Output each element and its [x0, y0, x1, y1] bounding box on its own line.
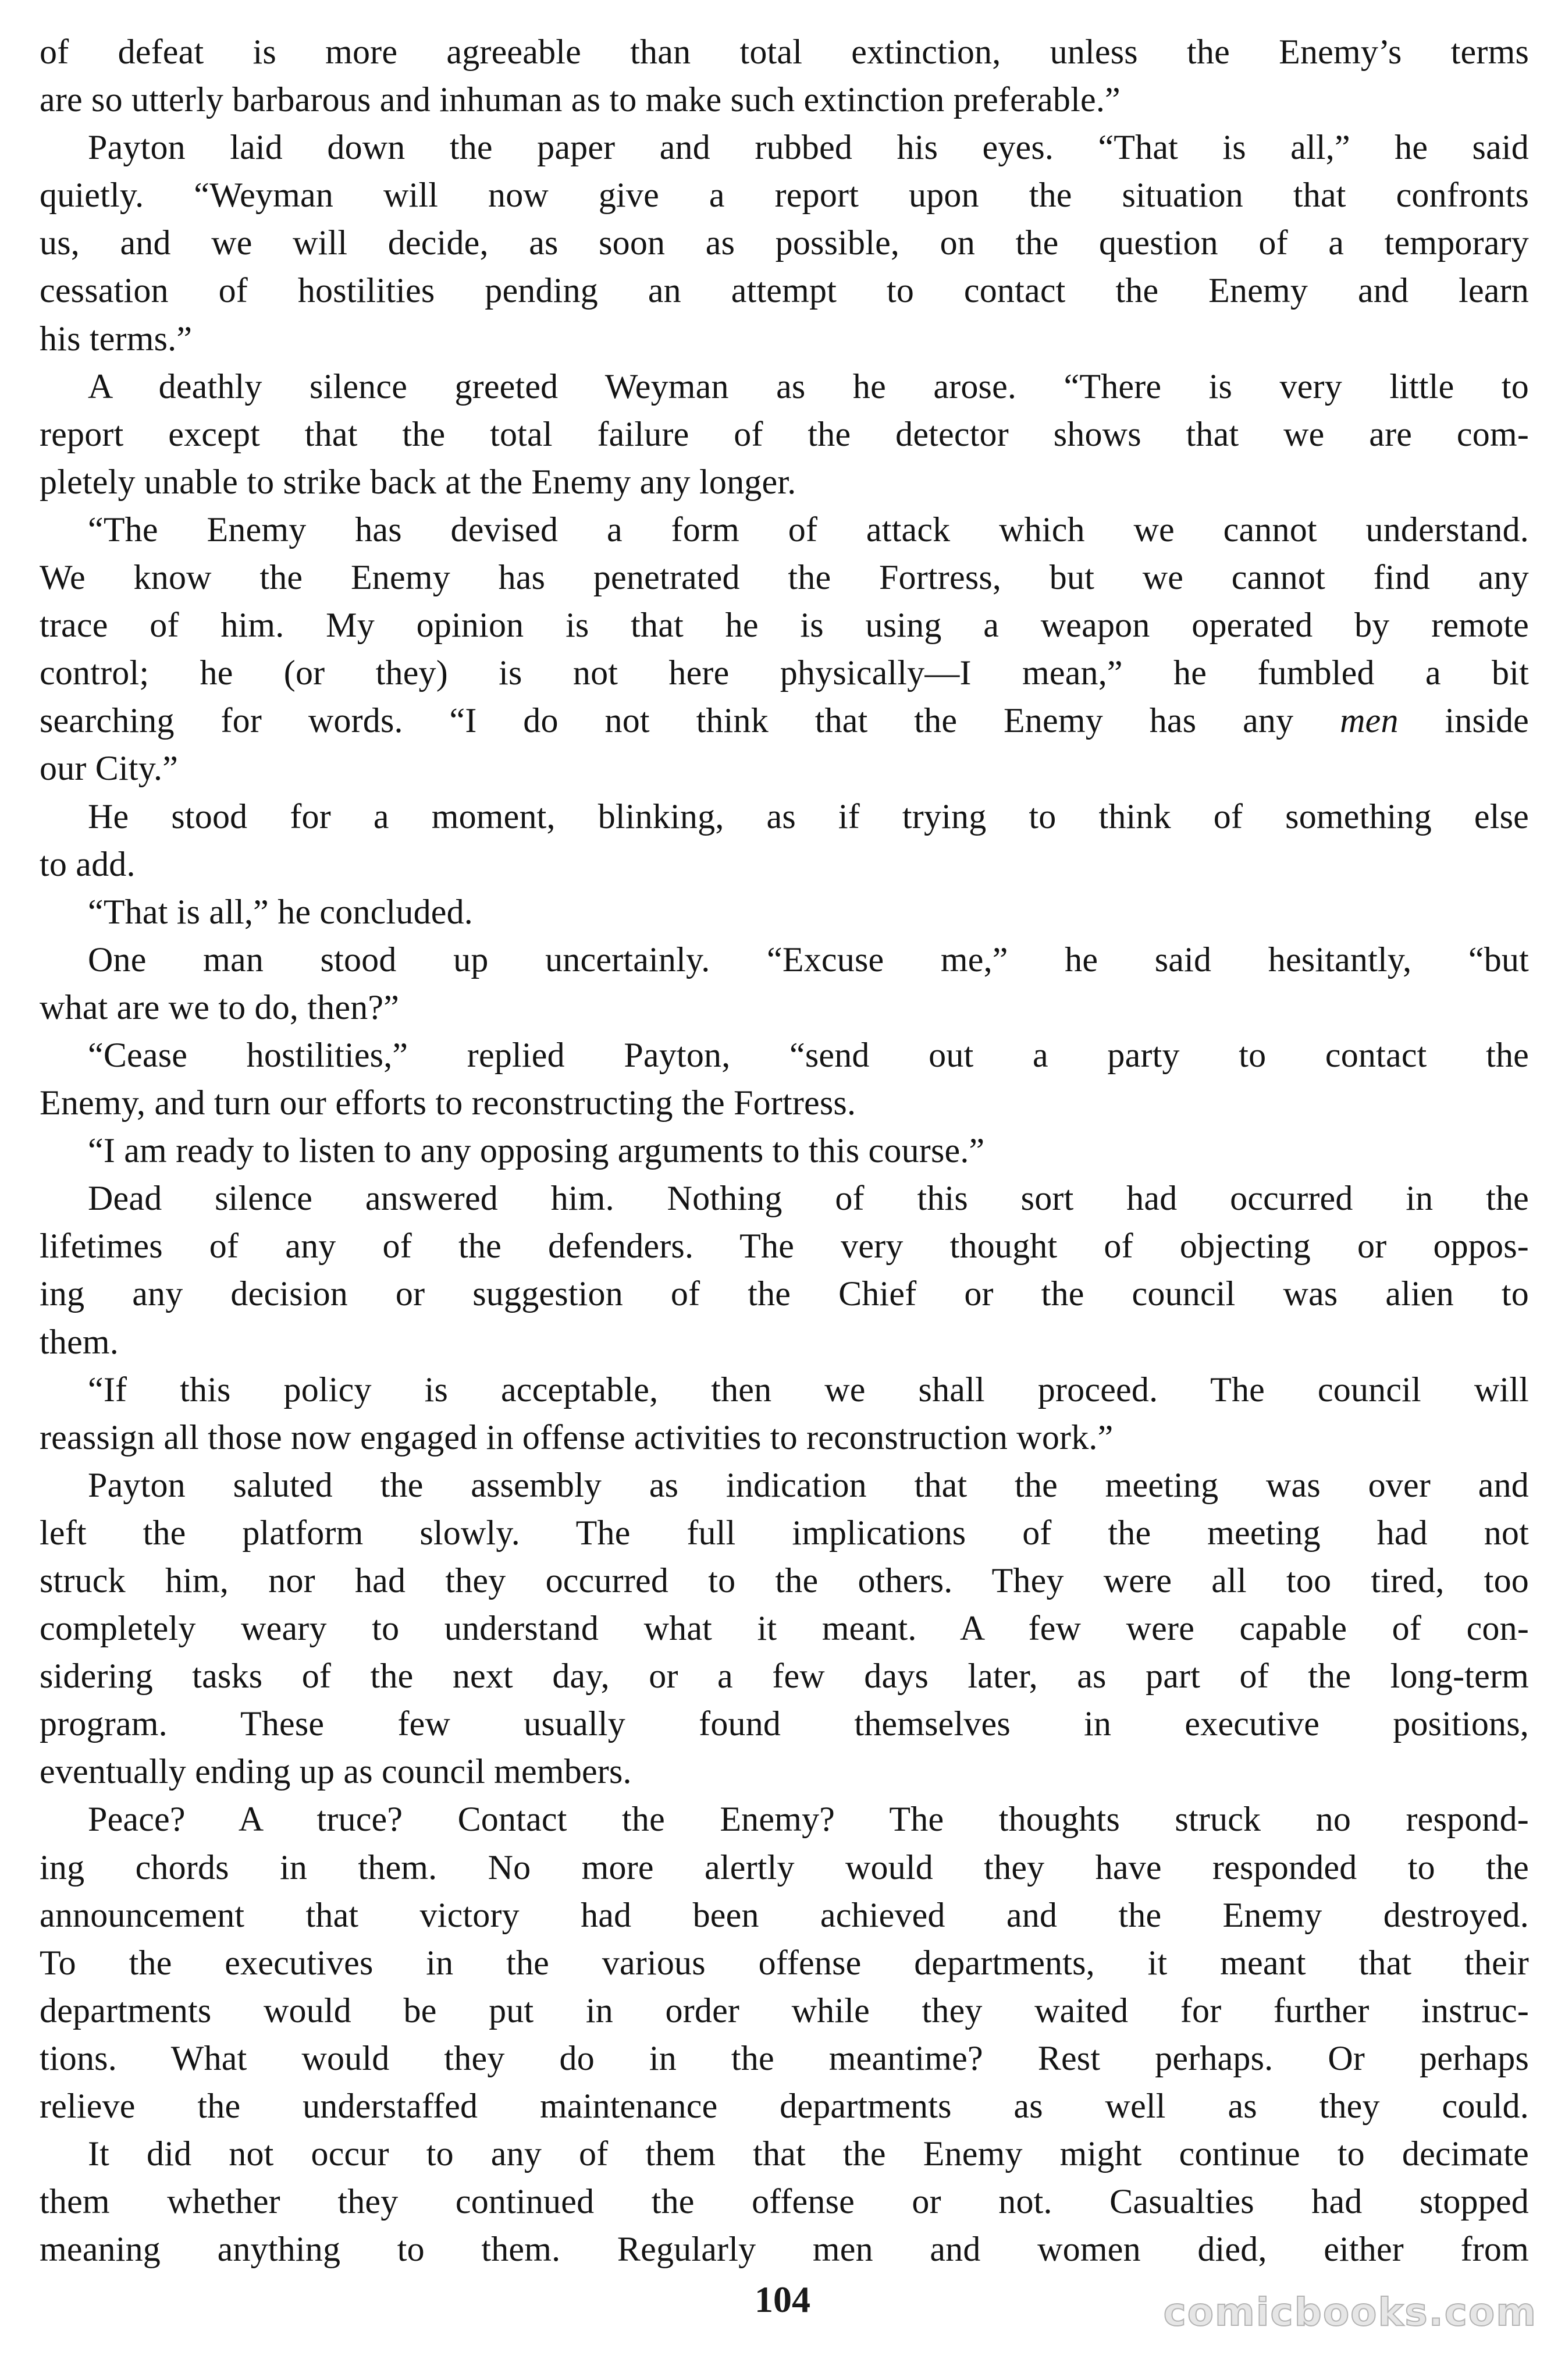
text-line: ing any decision or suggestion of the Chief or the council was alien to: [40, 1274, 1529, 1313]
text-line: us, and we will decide, as soon as possible, on the question of a temporary: [40, 223, 1529, 262]
text-line: Dead silence answered him. Nothing of this sort had occurred in the: [88, 1179, 1529, 1218]
text-line: One man stood up uncertainly. “Excuse me,” he said hesitantly, “but: [88, 940, 1529, 979]
text-line: his terms.”: [40, 319, 193, 358]
text-line: report except that the total failure of the detector shows that we are com-: [40, 414, 1529, 453]
text-line: searching for words. “I do not think that the Enemy has any men inside: [40, 701, 1529, 740]
text-line: “The Enemy has devised a form of attack which we cannot understand.: [88, 510, 1529, 549]
text-line: them.: [40, 1322, 119, 1361]
text-line: Peace? A truce? Contact the Enemy? The thoughts struck no respond-: [88, 1800, 1529, 1839]
text-line: what are we to do, then?”: [40, 987, 400, 1026]
text-line: pletely unable to strike back at the Enemy any longer.: [40, 462, 796, 501]
text-line: “Cease hostilities,” replied Payton, “send out a party to contact the: [88, 1035, 1529, 1074]
watermark: comicbooks.com: [1163, 2290, 1537, 2335]
text-line: struck him, nor had they occurred to the others. They were all too tired, too: [40, 1561, 1529, 1600]
text-line: A deathly silence greeted Weyman as he arose. “There is very little to: [88, 367, 1529, 406]
text-line: cessation of hostilities pending an attempt to contact the Enemy and learn: [40, 271, 1529, 310]
text-line: completely weary to understand what it meant. A few were capable of con-: [40, 1609, 1529, 1648]
text-line: to add.: [40, 844, 136, 883]
page-number: 104: [755, 2279, 810, 2320]
emphasis: men: [1340, 701, 1399, 740]
text-line: He stood for a moment, blinking, as if trying to think of something else: [88, 797, 1529, 836]
text-line: eventually ending up as council members.: [40, 1752, 632, 1791]
text-line: trace of him. My opinion is that he is using a weapon operated by remote: [40, 606, 1529, 645]
text-line: It did not occur to any of them that the Enemy might continue to decimate: [88, 2134, 1529, 2173]
text-line: “If this policy is acceptable, then we shall proceed. The council will: [88, 1370, 1529, 1409]
text-line: announcement that victory had been achieved and the Enemy destroyed.: [40, 1895, 1529, 1934]
text-line: ing chords in them. No more alertly would they have responded to the: [40, 1848, 1529, 1887]
text-line: lifetimes of any of the defenders. The very thought of objecting or oppos-: [40, 1227, 1529, 1266]
text-block: [40, 28, 1529, 2273]
text-line: program. These few usually found themselves in executive positions,: [40, 1704, 1529, 1743]
text-line: Enemy, and turn our efforts to reconstructing the Fortress.: [40, 1084, 856, 1122]
text-line: reassign all those now engaged in offense activities to reconstruction work.”: [40, 1418, 1114, 1457]
text-line: control; he (or they) is not here physically—I mean,” he fumbled a bit: [40, 653, 1529, 692]
text-line: are so utterly barbarous and inhuman as to make such extinction preferable.”: [40, 80, 1121, 119]
text-line: departments would be put in order while they waited for further instruc-: [40, 1991, 1529, 2030]
text-line: tions. What would they do in the meantime? Rest perhaps. Or perhaps: [40, 2038, 1529, 2077]
text-line: “That is all,” he concluded.: [88, 892, 473, 931]
text-line: our City.”: [40, 749, 179, 788]
text-line: To the executives in the various offense departments, it meant that their: [40, 1943, 1529, 1982]
text-line: them whether they continued the offense or not. Casualties had stopped: [40, 2182, 1529, 2221]
text-line: Payton laid down the paper and rubbed his eyes. “That is all,” he said: [88, 128, 1529, 167]
text-line: left the platform slowly. The full implications of the meeting had not: [40, 1513, 1529, 1552]
text-line: We know the Enemy has penetrated the Fortress, but we cannot find any: [40, 558, 1529, 597]
text-line: “I am ready to listen to any opposing arguments to this course.”: [88, 1131, 985, 1170]
text-line: quietly. “Weyman will now give a report upon the situation that confronts: [40, 176, 1529, 215]
page-body: [40, 28, 1529, 2273]
text-line: sidering tasks of the next day, or a few days later, as part of the long-term: [40, 1657, 1529, 1696]
text-line: Payton saluted the assembly as indication that the meeting was over and: [88, 1465, 1529, 1504]
text-line: relieve the understaffed maintenance departments as well as they could.: [40, 2087, 1529, 2126]
text-line: of defeat is more agreeable than total extinction, unless the Enemy’s terms: [40, 33, 1529, 71]
text-line: meaning anything to them. Regularly men and women died, either from: [40, 2230, 1529, 2269]
